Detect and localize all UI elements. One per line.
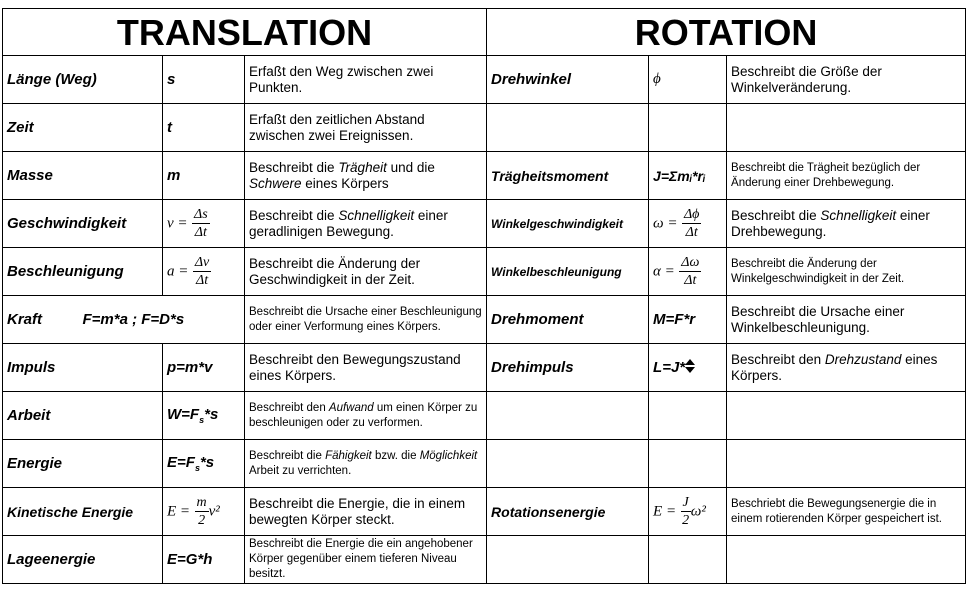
rot-quantity-symbol: [649, 344, 727, 392]
quantity-description: Beschreibt die Energie, die in einem bewegten Körper steckt.: [245, 488, 487, 536]
quantity-symbol: [163, 392, 245, 440]
desc-emphasis: Trägheit: [338, 159, 387, 175]
fraction-numerator: J: [682, 495, 689, 510]
fraction-numerator: Δv: [194, 255, 210, 270]
quantity-name: Beschleunigung: [3, 248, 163, 296]
fraction: [192, 206, 210, 241]
rot-quantity-name: [487, 104, 649, 152]
rot-quantity-symbol: [649, 440, 727, 488]
desc-text: bzw. die: [371, 449, 420, 462]
quantity-description: Erfaßt den Weg zwischen zwei Punkten.: [245, 56, 487, 104]
rot-quantity-name: [487, 536, 649, 584]
rot-quantity-description: [727, 200, 966, 248]
desc-text: Beschreibt die: [249, 449, 326, 462]
table-row: [3, 536, 966, 584]
quantity-description: [245, 440, 487, 488]
rot-quantity-name: [487, 440, 649, 488]
rot-quantity-symbol: [649, 56, 727, 104]
rot-quantity-description: Beschreibt die Ursache einer Winkelbeschleunigung.: [727, 296, 966, 344]
rot-quantity-name: [487, 392, 649, 440]
rot-quantity-symbol: [649, 248, 727, 296]
rot-quantity-symbol: [649, 104, 727, 152]
desc-text: Beschreibt die: [249, 207, 339, 223]
rot-quantity-description: Beschriebt die Bewegungsenergie die in einem rotierenden Körper gespeichert ist.: [727, 488, 966, 536]
quantity-symbol: p=m*v: [163, 344, 245, 392]
rot-quantity-symbol: [649, 200, 727, 248]
quantity-symbol: [163, 248, 245, 296]
formula-lhs: E =: [167, 503, 191, 520]
header-row: [3, 9, 966, 56]
rot-quantity-name: Winkelgeschwindigkeit: [487, 200, 649, 248]
formula-lhs: v =: [167, 215, 188, 232]
quantity-name: Masse: [3, 152, 163, 200]
quantity-symbol: m: [163, 152, 245, 200]
rot-quantity-description: Beschreibt die Trägheit bezüglich der Änderung einer Drehbewegung.: [727, 152, 966, 200]
quantity-name: Energie: [3, 440, 163, 488]
fraction-denominator: 2: [682, 513, 690, 528]
desc-emphasis: Schnelligkeit: [338, 207, 415, 223]
rot-quantity-description: [727, 536, 966, 584]
formula-text: L=J*: [653, 358, 686, 376]
quantity-name: Kinetische Energie: [3, 488, 163, 536]
rot-quantity-description: Beschreibt die Änderung der Winkelgeschwindigkeit in der Zeit.: [727, 248, 966, 296]
quantity-name: Lageenergie: [3, 536, 163, 584]
rot-quantity-symbol: [649, 392, 727, 440]
formula-lhs: α =: [653, 263, 675, 280]
quantity-description: Beschreibt die Ursache einer Beschleunigung oder einer Verformung eines Körpers.: [245, 296, 487, 344]
rot-quantity-description: [727, 440, 966, 488]
table-row: [3, 200, 966, 248]
fraction: [195, 494, 209, 529]
table-row: [3, 296, 966, 344]
formula-subscript: s: [194, 463, 200, 473]
fraction: [679, 254, 701, 289]
rot-quantity-symbol: [649, 536, 727, 584]
desc-text: einer geradlinigen Bewegung.: [249, 207, 448, 239]
fraction-numerator: m: [196, 495, 207, 510]
quantity-name: Zeit: [3, 104, 163, 152]
quantity-description: Beschreibt die Energie die ein angehobener Körper gegenüber einem tieferen Niveau besitzt.: [245, 536, 487, 584]
fraction-denominator: 2: [198, 513, 206, 528]
translation-header: TRANSLATION: [3, 9, 487, 56]
desc-emphasis: Aufwand: [328, 401, 374, 414]
fraction-denominator: Δt: [195, 273, 209, 288]
formula-lhs: ω =: [653, 215, 678, 232]
quantity-symbol: [163, 200, 245, 248]
rot-quantity-description: [727, 104, 966, 152]
desc-emphasis: Fähigkeit: [325, 449, 372, 462]
fraction-numerator: Δω: [681, 255, 700, 270]
rot-quantity-symbol: J=Σmᵢ*rᵢ: [649, 152, 727, 200]
rotation-header: ROTATION: [487, 9, 966, 56]
table-row: [3, 440, 966, 488]
desc-emphasis: Möglichkeit: [419, 449, 478, 462]
fraction-denominator: Δt: [194, 225, 207, 240]
table-row: [3, 392, 966, 440]
desc-text: Beschreibt die: [731, 207, 821, 223]
desc-text: Beschreibt den: [249, 401, 329, 414]
physics-comparison-table: [2, 8, 966, 584]
fraction-numerator: Δs: [193, 207, 208, 222]
rot-quantity-description: [727, 344, 966, 392]
formula-rhs: v²: [208, 503, 220, 520]
double-arrow-icon: [685, 359, 695, 373]
quantity-name: Impuls: [3, 344, 163, 392]
fraction: [681, 494, 691, 529]
desc-text: und die: [386, 159, 435, 175]
desc-text: Arbeit zu verrichten.: [249, 464, 352, 477]
table-row: [3, 344, 966, 392]
formula-part: W=F: [167, 406, 200, 423]
table-row: [3, 248, 966, 296]
quantity-description: [245, 152, 487, 200]
quantity-description: Beschreibt die Änderung der Geschwindigkeit in der Zeit.: [245, 248, 487, 296]
rot-quantity-symbol: [649, 488, 727, 536]
desc-text: eines Körpers.: [731, 351, 938, 383]
quantity-name: Arbeit: [3, 392, 163, 440]
quantity-name: Geschwindigkeit: [3, 200, 163, 248]
desc-text: einer Drehbewegung.: [731, 207, 930, 239]
quantity-symbol: s: [163, 56, 245, 104]
quantity-name: Kraft: [7, 310, 43, 328]
formula-lhs: a =: [167, 263, 189, 280]
rot-quantity-name: Winkelbeschleunigung: [487, 248, 649, 296]
formula-part: E=F: [167, 454, 195, 471]
rot-quantity-name: Drehmoment: [487, 296, 649, 344]
formula-part: *s: [199, 454, 215, 471]
desc-text: um einen Körper zu beschleunigen oder zu verformen.: [249, 401, 478, 429]
rot-quantity-name: Drehwinkel: [487, 56, 649, 104]
formula-lhs: E =: [653, 503, 677, 520]
table-row: [3, 488, 966, 536]
table-row: [3, 56, 966, 104]
fraction-denominator: Δt: [685, 225, 698, 240]
quantity-symbol: t: [163, 104, 245, 152]
quantity-name: Länge (Weg): [3, 56, 163, 104]
quantity-name-and-symbol: [3, 296, 245, 344]
rot-quantity-description: [727, 392, 966, 440]
table-row: [3, 104, 966, 152]
formula-subscript: s: [199, 415, 205, 425]
rot-quantity-name: Drehimpuls: [487, 344, 649, 392]
phi-symbol: ϕ: [653, 71, 661, 87]
quantity-symbol: E=G*h: [163, 536, 245, 584]
fraction-denominator: Δt: [684, 273, 697, 288]
quantity-symbol: [163, 440, 245, 488]
quantity-description: [245, 392, 487, 440]
desc-text: Beschreibt den: [731, 351, 825, 367]
desc-text: eines Körpers: [301, 175, 389, 191]
quantity-description: Beschreibt den Bewegungszustand eines Körpers.: [245, 344, 487, 392]
quantity-description: Erfaßt den zeitlichen Abstand zwischen zwei Ereignissen.: [245, 104, 487, 152]
quantity-description: [245, 200, 487, 248]
quantity-symbol: F=m*a ; F=D*s: [82, 310, 185, 328]
rot-quantity-name: Trägheitsmoment: [487, 152, 649, 200]
formula-part: *s: [204, 406, 219, 423]
rot-quantity-name: Rotationsenergie: [487, 488, 649, 536]
fraction: [193, 254, 211, 289]
quantity-symbol: [163, 488, 245, 536]
desc-emphasis: Schnelligkeit: [820, 207, 897, 223]
fraction: [682, 206, 701, 241]
rot-quantity-symbol: M=F*r: [649, 296, 727, 344]
desc-emphasis: Schwere: [249, 175, 302, 191]
formula-rhs: ω²: [690, 503, 706, 520]
fraction-numerator: Δϕ: [683, 207, 700, 222]
desc-emphasis: Drehzustand: [824, 351, 902, 367]
desc-text: Beschreibt die: [249, 159, 339, 175]
table-row: [3, 152, 966, 200]
rot-quantity-description: Beschreibt die Größe der Winkelveränderung.: [727, 56, 966, 104]
